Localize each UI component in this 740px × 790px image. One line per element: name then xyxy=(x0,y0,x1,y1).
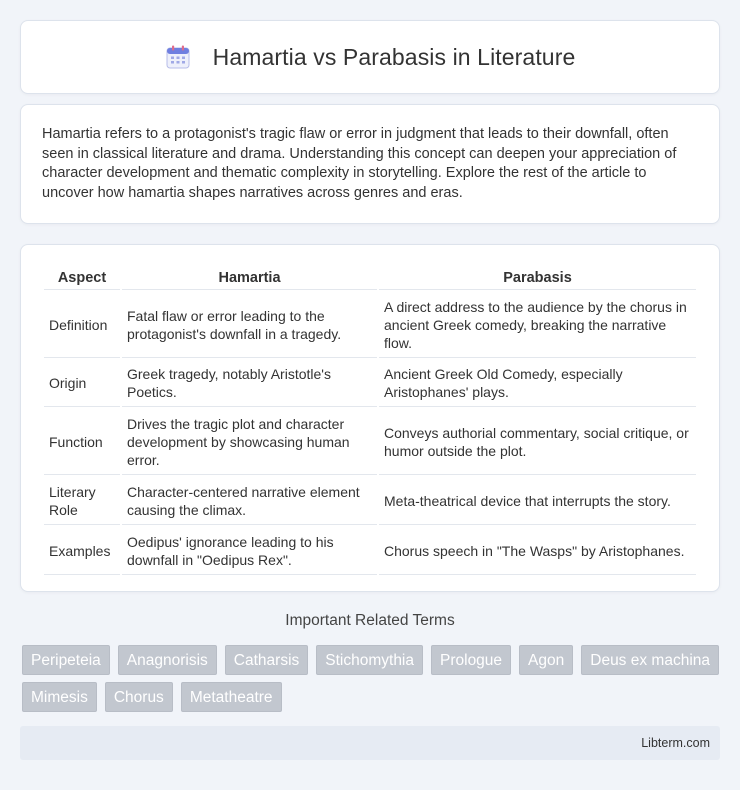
intro-paragraph: Hamartia refers to a protagonist's tragic flaw or error in judgment that leads to their downfall, often seen in classical literature and drama. Understanding this concept can deepen your appreciation of character development and thematic complexity in storytelling. Explore the rest of the article to uncover how hamartia shapes narratives across genres and eras. xyxy=(42,126,677,201)
footer-site-link[interactable]: Libterm.com xyxy=(641,736,710,750)
related-term-tag[interactable]: Prologue xyxy=(431,645,511,675)
title-wrap xyxy=(165,44,576,71)
related-term-tag[interactable]: Anagnorisis xyxy=(118,645,217,675)
related-term-tag[interactable]: Metatheatre xyxy=(181,682,282,712)
table-row xyxy=(44,292,696,358)
related-term-tag[interactable]: Catharsis xyxy=(225,645,308,675)
hamartia-cell: Drives the tragic plot and character development by showcasing human error. xyxy=(122,409,377,475)
hamartia-cell: Greek tragedy, notably Aristotle's Poetics. xyxy=(122,360,377,407)
table-row xyxy=(44,409,696,475)
parabasis-cell: A direct address to the audience by the chorus in ancient Greek comedy, breaking the narrative flow. xyxy=(379,292,696,358)
comparison-card xyxy=(20,244,720,592)
hamartia-cell: Fatal flaw or error leading to the protagonist's downfall in a tragedy. xyxy=(122,292,377,358)
related-term-tag[interactable]: Stichomythia xyxy=(316,645,423,675)
comparison-table xyxy=(42,265,698,577)
column-header-hamartia: Hamartia xyxy=(122,267,377,290)
parabasis-cell: Meta-theatrical device that interrupts the story. xyxy=(379,477,696,525)
parabasis-cell: Chorus speech in "The Wasps" by Aristophanes. xyxy=(379,527,696,575)
hamartia-cell: Character-centered narrative element causing the climax. xyxy=(122,477,377,525)
intro-card xyxy=(20,104,720,224)
related-term-tag[interactable]: Agon xyxy=(519,645,573,675)
hamartia-cell: Oedipus' ignorance leading to his downfall in "Oedipus Rex". xyxy=(122,527,377,575)
column-header-aspect: Aspect xyxy=(44,267,120,290)
parabasis-cell: Conveys authorial commentary, social critique, or humor outside the plot. xyxy=(379,409,696,475)
aspect-cell: Origin xyxy=(44,360,120,407)
table-row xyxy=(44,360,696,407)
footer xyxy=(20,726,720,760)
related-term-tag[interactable]: Chorus xyxy=(105,682,173,712)
table-row xyxy=(44,527,696,575)
aspect-cell: Definition xyxy=(44,292,120,358)
header-card xyxy=(20,20,720,94)
related-term-tag[interactable]: Peripeteia xyxy=(22,645,110,675)
parabasis-cell: Ancient Greek Old Comedy, especially Aristophanes' plays. xyxy=(379,360,696,407)
table-row xyxy=(44,477,696,525)
aspect-cell: Literary Role xyxy=(44,477,120,525)
related-terms-title: Important Related Terms xyxy=(285,612,455,629)
related-terms-list xyxy=(22,645,722,712)
page-title: Hamartia vs Parabasis in Literature xyxy=(212,43,576,70)
column-header-parabasis: Parabasis xyxy=(379,267,696,290)
aspect-cell: Function xyxy=(44,409,120,475)
aspect-cell: Examples xyxy=(44,527,120,575)
table-header-row xyxy=(44,267,696,290)
related-term-tag[interactable]: Mimesis xyxy=(22,682,97,712)
calendar-icon xyxy=(165,44,191,70)
related-term-tag[interactable]: Deus ex machina xyxy=(581,645,719,675)
